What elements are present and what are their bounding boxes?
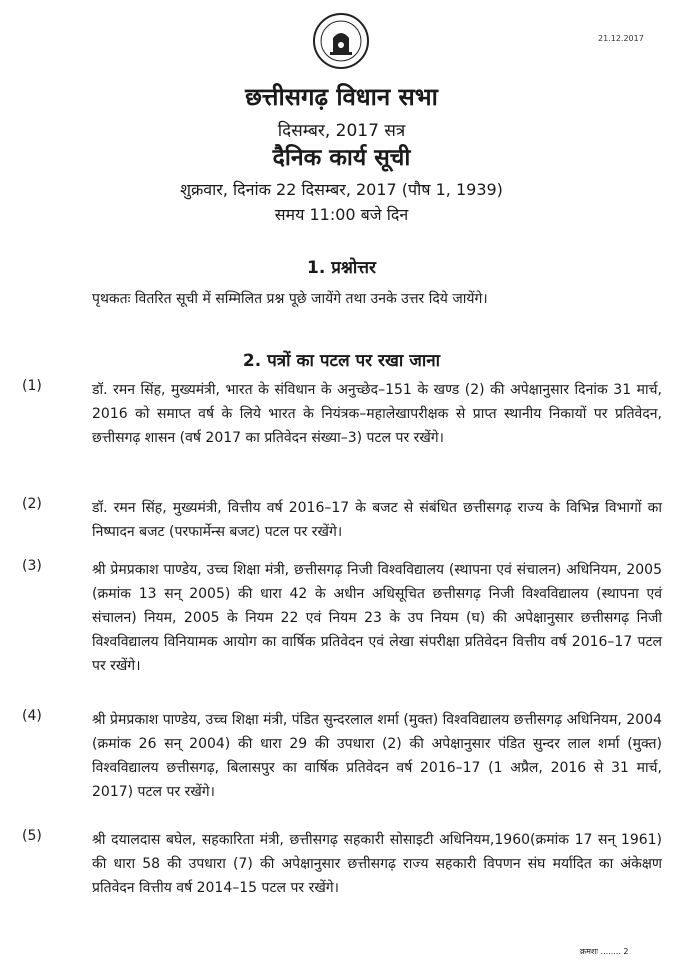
assembly-emblem-icon [312,12,370,70]
agenda-title: दैनिक कार्य सूची [272,145,411,171]
item-number: (1) [22,378,42,394]
item-text: श्री प्रेमप्रकाश पाण्डेय, उच्च शिक्षा मंत्री, छत्तीसगढ़ निजी विश्वविद्यालय (स्थापना एवं संचालन) अधिनियम, 2005 (क्रमांक 13 सन् 2005) की धारा 42 के अधीन अधिसूचित छत्तीसगढ़ निजी विश्वविद्यालय (स्थापना एवं संचालन) नियम, 2005 के नियम 22 एवं नियम 23 के उप नियम (घ) की अपेक्षानुसार छत्तीसगढ़ निजी विश्वविद्यालय विनियामक आयोग का वार्षिक प्रतिवेदन एवं लेखा संपरीक्षा प्रतिवेदन वित्तीय वर्ष 2016–17 पटल पर रखेंगे। [92,562,662,674]
time-line: समय 11:00 बजे दिन [274,205,409,224]
item-number: (5) [22,828,42,844]
item-number: (2) [22,496,42,512]
page-number: 2 [623,947,629,956]
session-line: दिसम्बर, 2017 सत्र [277,121,406,141]
day-date-line: शुक्रवार, दिनांक 22 दिसम्बर, 2017 (पौष 1, 1939) [180,180,503,199]
continued-label: क्रमशः [580,947,598,956]
continued-footer [580,946,629,957]
document-date: 21.12.2017 [598,34,644,43]
assembly-title: छत्तीसगढ़ विधान सभा [245,83,438,111]
item-text: श्री प्रेमप्रकाश पाण्डेय, उच्च शिक्षा मंत्री, पंडित सुन्दरलाल शर्मा (मुक्त) विश्वविद्यालय छत्तीसगढ़ अधिनियम, 2004 (क्रमांक 26 सन् 2004) की धारा 29 की उपधारा (2) की अपेक्षानुसार पंडित सुन्दर लाल शर्मा (मुक्त) विश्वविद्यालय छत्तीसगढ़, बिलासपुर का वार्षिक प्रतिवेदन वर्ष 2016–17 (1 अप्रैल, 2016 से 31 मार्च, 2017) पटल पर रखेंगे। [92,712,662,800]
item-text: डॉ. रमन सिंह, मुख्यमंत्री, भारत के संविधान के अनुच्छेद–151 के खण्ड (2) की अपेक्षानुसार दिनांक 31 मार्च, 2016 को समाप्त वर्ष के लिये भारत के नियंत्रक–महालेखापरीक्षक से प्राप्त स्थानीय निकायों पर प्रतिवेदन, छत्तीसगढ़ शासन (वर्ष 2017 का प्रतिवेदन संख्या–3) पटल पर रखेंगे। [92,382,662,446]
section-1-text: पृथकतः वितरित सूची में सम्मिलित प्रश्न पूछे जायेंगे तथा उनके उत्तर दिये जायेंगे। [92,291,488,307]
section-2-title: 2. पत्रों का पटल पर रखा जाना [242,351,441,371]
item-text: श्री दयालदास बघेल, सहकारिता मंत्री, छत्तीसगढ़ सहकारी सोसाइटी अधिनियम,1960(क्रमांक 17 सन् 1961) की धारा 58 की उपधारा (7) की अपेक्षानुसार छत्तीसगढ़ राज्य सहकारी विपणन संघ मर्यादित का अंकेक्षण प्रतिवेदन वित्तीय वर्ष 2014–15 पटल पर रखेंगे। [92,832,662,896]
item-number: (4) [22,708,42,724]
item-number: (3) [22,558,42,574]
continued-dots: ........ [600,947,621,956]
section-1-title: 1. प्रश्नोत्तर [307,258,376,278]
item-text: डॉ. रमन सिंह, मुख्यमंत्री, वित्तीय वर्ष 2016–17 के बजट से संबंधित छत्तीसगढ़ राज्य के विभिन्न विभागों का निष्पादन बजट (परफार्मेन्स बजट) पटल पर रखेंगे। [92,500,662,540]
